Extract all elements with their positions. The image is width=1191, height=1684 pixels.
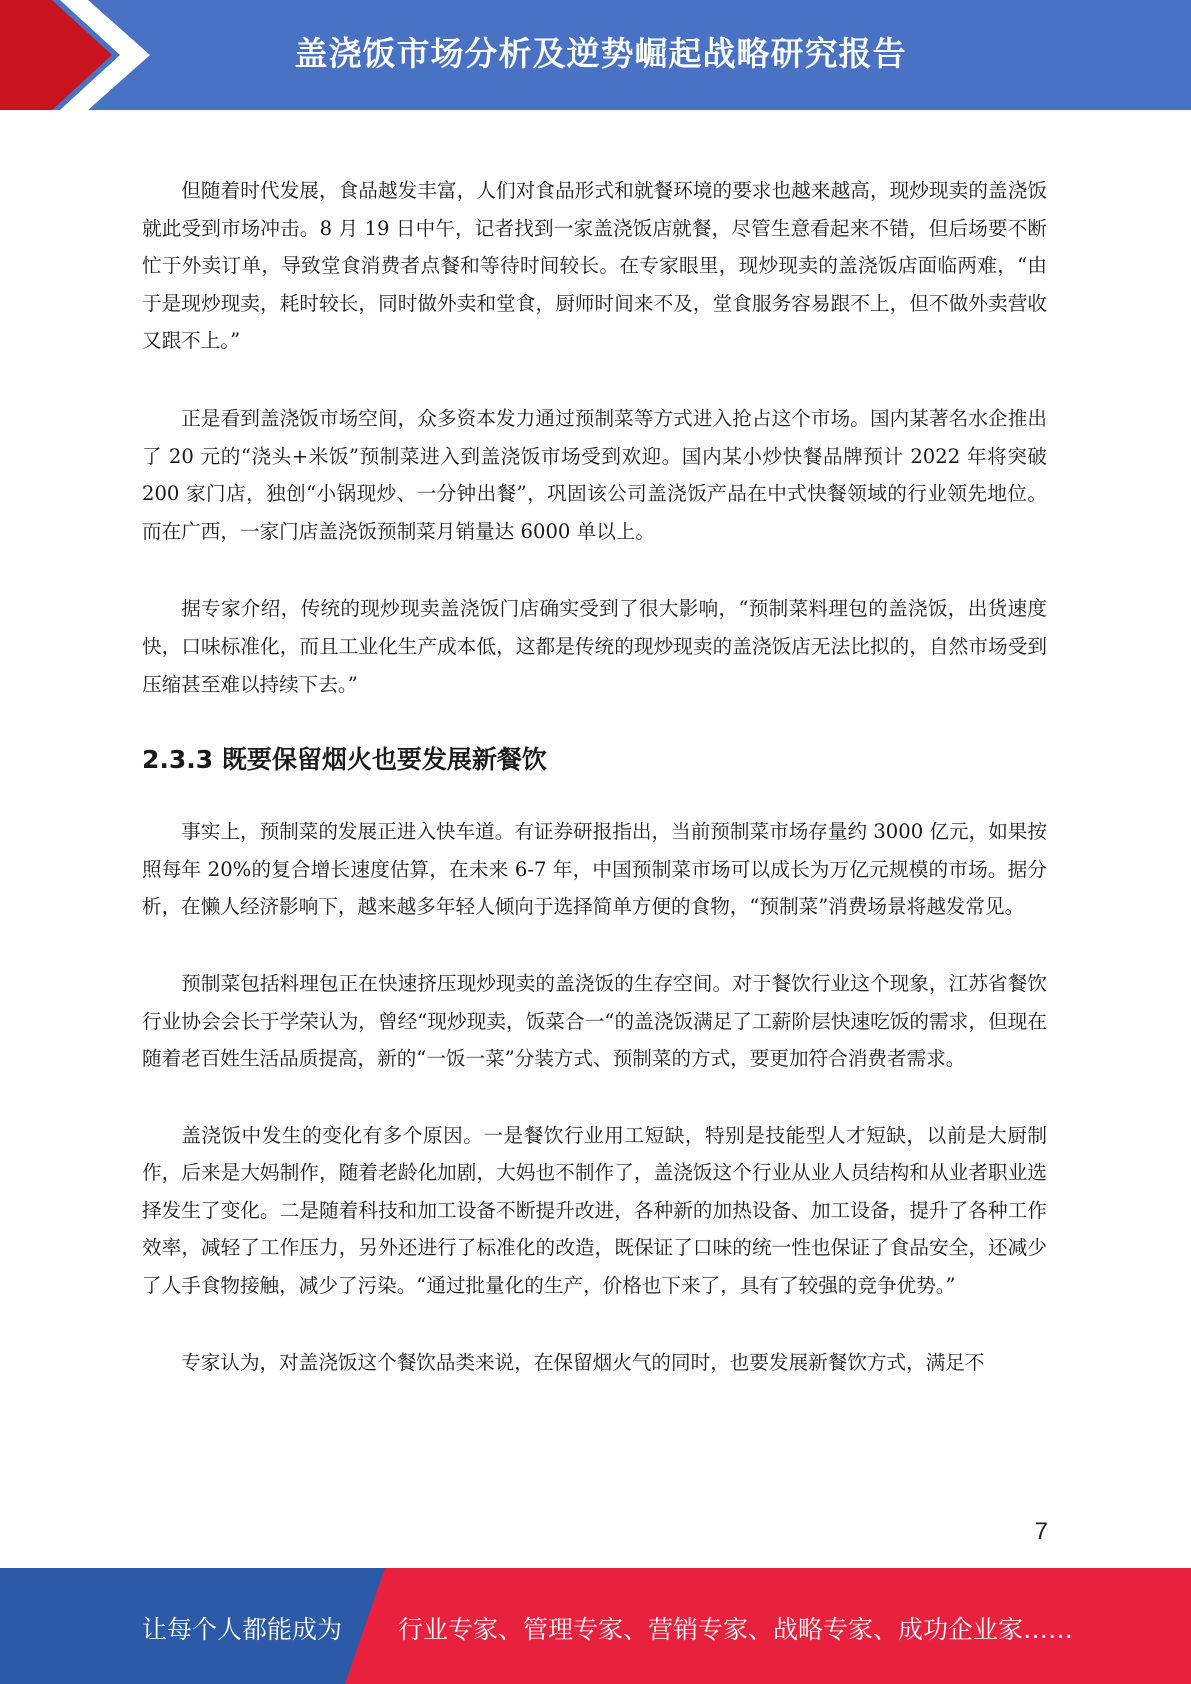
- body-paragraph: 盖浇饭中发生的变化有多个原因。一是餐饮行业用工短缺，特别是技能型人才短缺，以前是大厨制作，后来是大妈制作，随着老龄化加剧，大妈也不制作了，盖浇饭这个行业从业人员结构和从业者职业选择发生了变化。二是随着科技和加工设备不断提升改进，各种新的加热设备、加工设备，提升了各种工作效率，减轻了工作压力，另外还进行了标准化的改造，既保证了口味的统一性也保证了食品安全，还减少了人手食物接触，减少了污染。“通过批量化的生产，价格也下来了，具有了较强的竞争优势。”: [142, 1123, 1047, 1298]
- footer-slogan-left: 让每个人都能成为: [142, 1615, 343, 1644]
- body-paragraph: 但随着时代发展，食品越发丰富，人们对食品形式和就餐环境的要求也越来越高，现炒现卖的盖浇饭就此受到市场冲击。8 月 19 日中午，记者找到一家盖浇饭店就餐，尽管生意看起来不错，但后场要不断忙于外卖订单，导致堂食消费者点餐和等待时间较长。在专家眼里，现炒现卖的盖浇饭店面临两难，“由于是现炒现卖，耗时较长，同时做外卖和堂食，厨师时间来不及，堂食服务容易跟不上，但不做外卖营收又跟不上。”: [142, 179, 1047, 353]
- body-paragraph: 预制菜包括料理包正在快速挤压现炒现卖的盖浇饭的生存空间。对于餐饮行业这个现象，江苏省餐饮行业协会会长于学荣认为，曾经“现炒现卖，饭菜合一“的盖浇饭满足了工薪阶层快速吃饭的需求，但现在随着老百姓生活品质提高，新的“一饭一菜”分装方式、预制菜的方式，要更加符合消费者需求。: [142, 971, 1047, 1071]
- body-paragraph: 事实上，预制菜的发展正进入快车道。有证券研报指出，当前预制菜市场存量约 3000 亿元，如果按照每年 20%的复合增长速度估算，在未来 6-7 年，中国预制菜市场可以成长为万亿元规模的市场。据分析，在懒人经济影响下，越来越多年轻人倾向于选择简单方便的食物，“预制菜”消费场景将越发常见。: [142, 820, 1047, 919]
- section-heading: 2.3.3 既要保留烟火也要发展新餐饮: [142, 745, 547, 775]
- page-header: [0, 0, 1191, 110]
- body-paragraph: 据专家介绍，传统的现炒现卖盖浇饭门店确实受到了很大影响，“预制菜料理包的盖浇饭，出货速度快，口味标准化，而且工业化生产成本低，这都是传统的现炒现卖的盖浇饭店无法比拟的，自然市场受到压缩甚至难以持续下去。”: [142, 597, 1047, 696]
- page-content: [142, 172, 1047, 1381]
- header-chevron-decoration: [0, 0, 160, 110]
- footer-slogan-right: 行业专家、管理专家、营销专家、战略专家、成功企业家……: [398, 1615, 1074, 1644]
- page-number: 7: [1034, 1518, 1048, 1545]
- page-footer: [0, 1568, 1191, 1684]
- body-paragraph: 正是看到盖浇饭市场空间，众多资本发力通过预制菜等方式进入抢占这个市场。国内某著名水企推出了 20 元的“浇头+米饭”预制菜进入到盖浇饭市场受到欢迎。国内某小炒快餐品牌预计 2022 年将突破 200 家门店，独创“小锅现炒、一分钟出餐”，巩固该公司盖浇饭产品在中式快餐领域的行业领先地位。而在广西，一家门店盖浇饭预制菜月销量达 6000 单以上。: [142, 406, 1047, 543]
- body-paragraph: 专家认为，对盖浇饭这个餐饮品类来说，在保留烟火气的同时，也要发展新餐饮方式，满足不: [181, 1350, 985, 1374]
- report-title: 盖浇饭市场分析及逆势崛起战略研究报告: [294, 34, 907, 73]
